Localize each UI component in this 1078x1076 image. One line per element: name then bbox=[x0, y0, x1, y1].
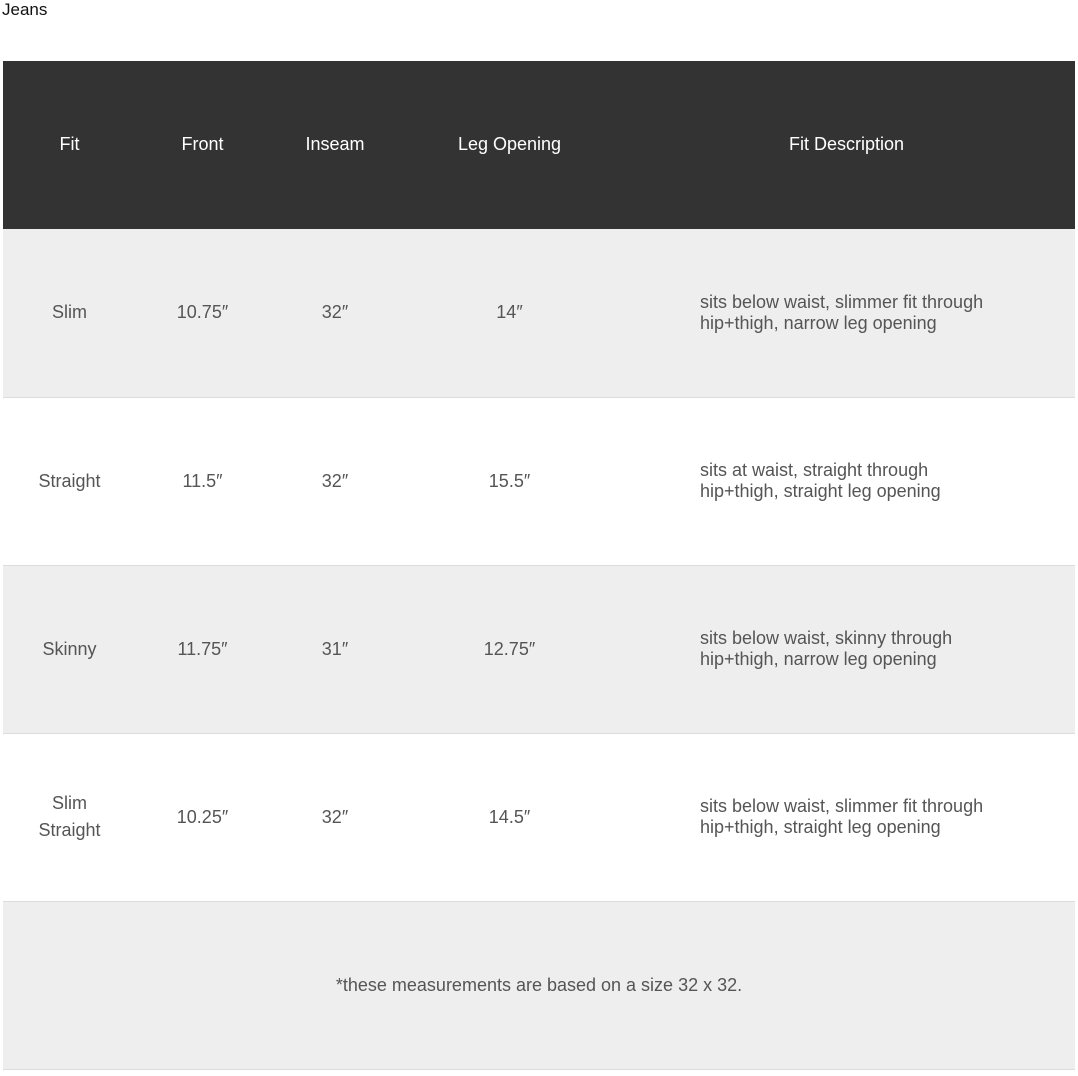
fit-name: Slim bbox=[52, 793, 87, 813]
header-front: Front bbox=[181, 133, 224, 154]
fit-name-line2: Straight bbox=[38, 820, 101, 840]
desc-line: sits below waist, slimmer fit through bbox=[700, 291, 984, 312]
cell-front: 10.25″ bbox=[176, 806, 229, 827]
desc-line: hip+thigh, straight leg opening bbox=[700, 481, 941, 501]
cell-fit bbox=[3, 733, 136, 901]
desc-line: hip+thigh, straight leg opening bbox=[700, 817, 941, 837]
cell-fit-description bbox=[618, 229, 1075, 397]
cell-fit-description bbox=[618, 397, 1075, 565]
header-fit: Fit bbox=[59, 133, 80, 154]
desc-line: hip+thigh, narrow leg opening bbox=[700, 312, 937, 333]
table-row bbox=[3, 397, 1075, 565]
size-chart-table bbox=[3, 61, 1075, 1070]
table-header bbox=[3, 61, 1075, 229]
cell-fit bbox=[3, 565, 136, 733]
table-row bbox=[3, 733, 1075, 901]
cell-inseam: 31″ bbox=[321, 638, 349, 659]
cell-inseam: 32″ bbox=[321, 806, 349, 827]
cell-front: 11.5″ bbox=[182, 470, 223, 491]
header-leg-opening: Leg Opening bbox=[457, 133, 562, 154]
cell-inseam: 32″ bbox=[321, 302, 349, 323]
table-note-row bbox=[3, 901, 1075, 1069]
cell-inseam: 32″ bbox=[321, 470, 349, 491]
header-inseam: Inseam bbox=[305, 133, 365, 154]
fit-name: Slim bbox=[52, 302, 87, 323]
cell-leg-opening: 14″ bbox=[496, 302, 523, 323]
header-fit-description: Fit Description bbox=[788, 133, 905, 154]
fit-name: Skinny bbox=[42, 638, 97, 659]
cell-front: 11.75″ bbox=[177, 638, 228, 659]
desc-line: hip+thigh, narrow leg opening bbox=[700, 649, 937, 669]
table-row bbox=[3, 229, 1075, 397]
desc-line: sits below waist, slimmer fit through bbox=[700, 796, 984, 816]
table-row bbox=[3, 565, 1075, 733]
desc-line: sits below waist, skinny through bbox=[700, 628, 953, 648]
cell-leg-opening: 15.5″ bbox=[488, 470, 531, 491]
measurement-note: *these measurements are based on a size 32 x 32. bbox=[335, 974, 743, 995]
desc-line: sits at waist, straight through bbox=[700, 460, 929, 480]
cell-fit-description bbox=[618, 733, 1075, 901]
cell-fit bbox=[3, 397, 136, 565]
table-header-row bbox=[3, 61, 1075, 229]
cell-leg-opening: 14.5″ bbox=[488, 806, 531, 827]
page-title: Jeans bbox=[2, 0, 48, 19]
cell-fit bbox=[3, 229, 136, 397]
cell-front: 10.75″ bbox=[176, 302, 229, 323]
fit-name: Straight bbox=[38, 470, 101, 491]
cell-fit-description bbox=[618, 565, 1075, 733]
cell-leg-opening: 12.75″ bbox=[483, 638, 536, 659]
